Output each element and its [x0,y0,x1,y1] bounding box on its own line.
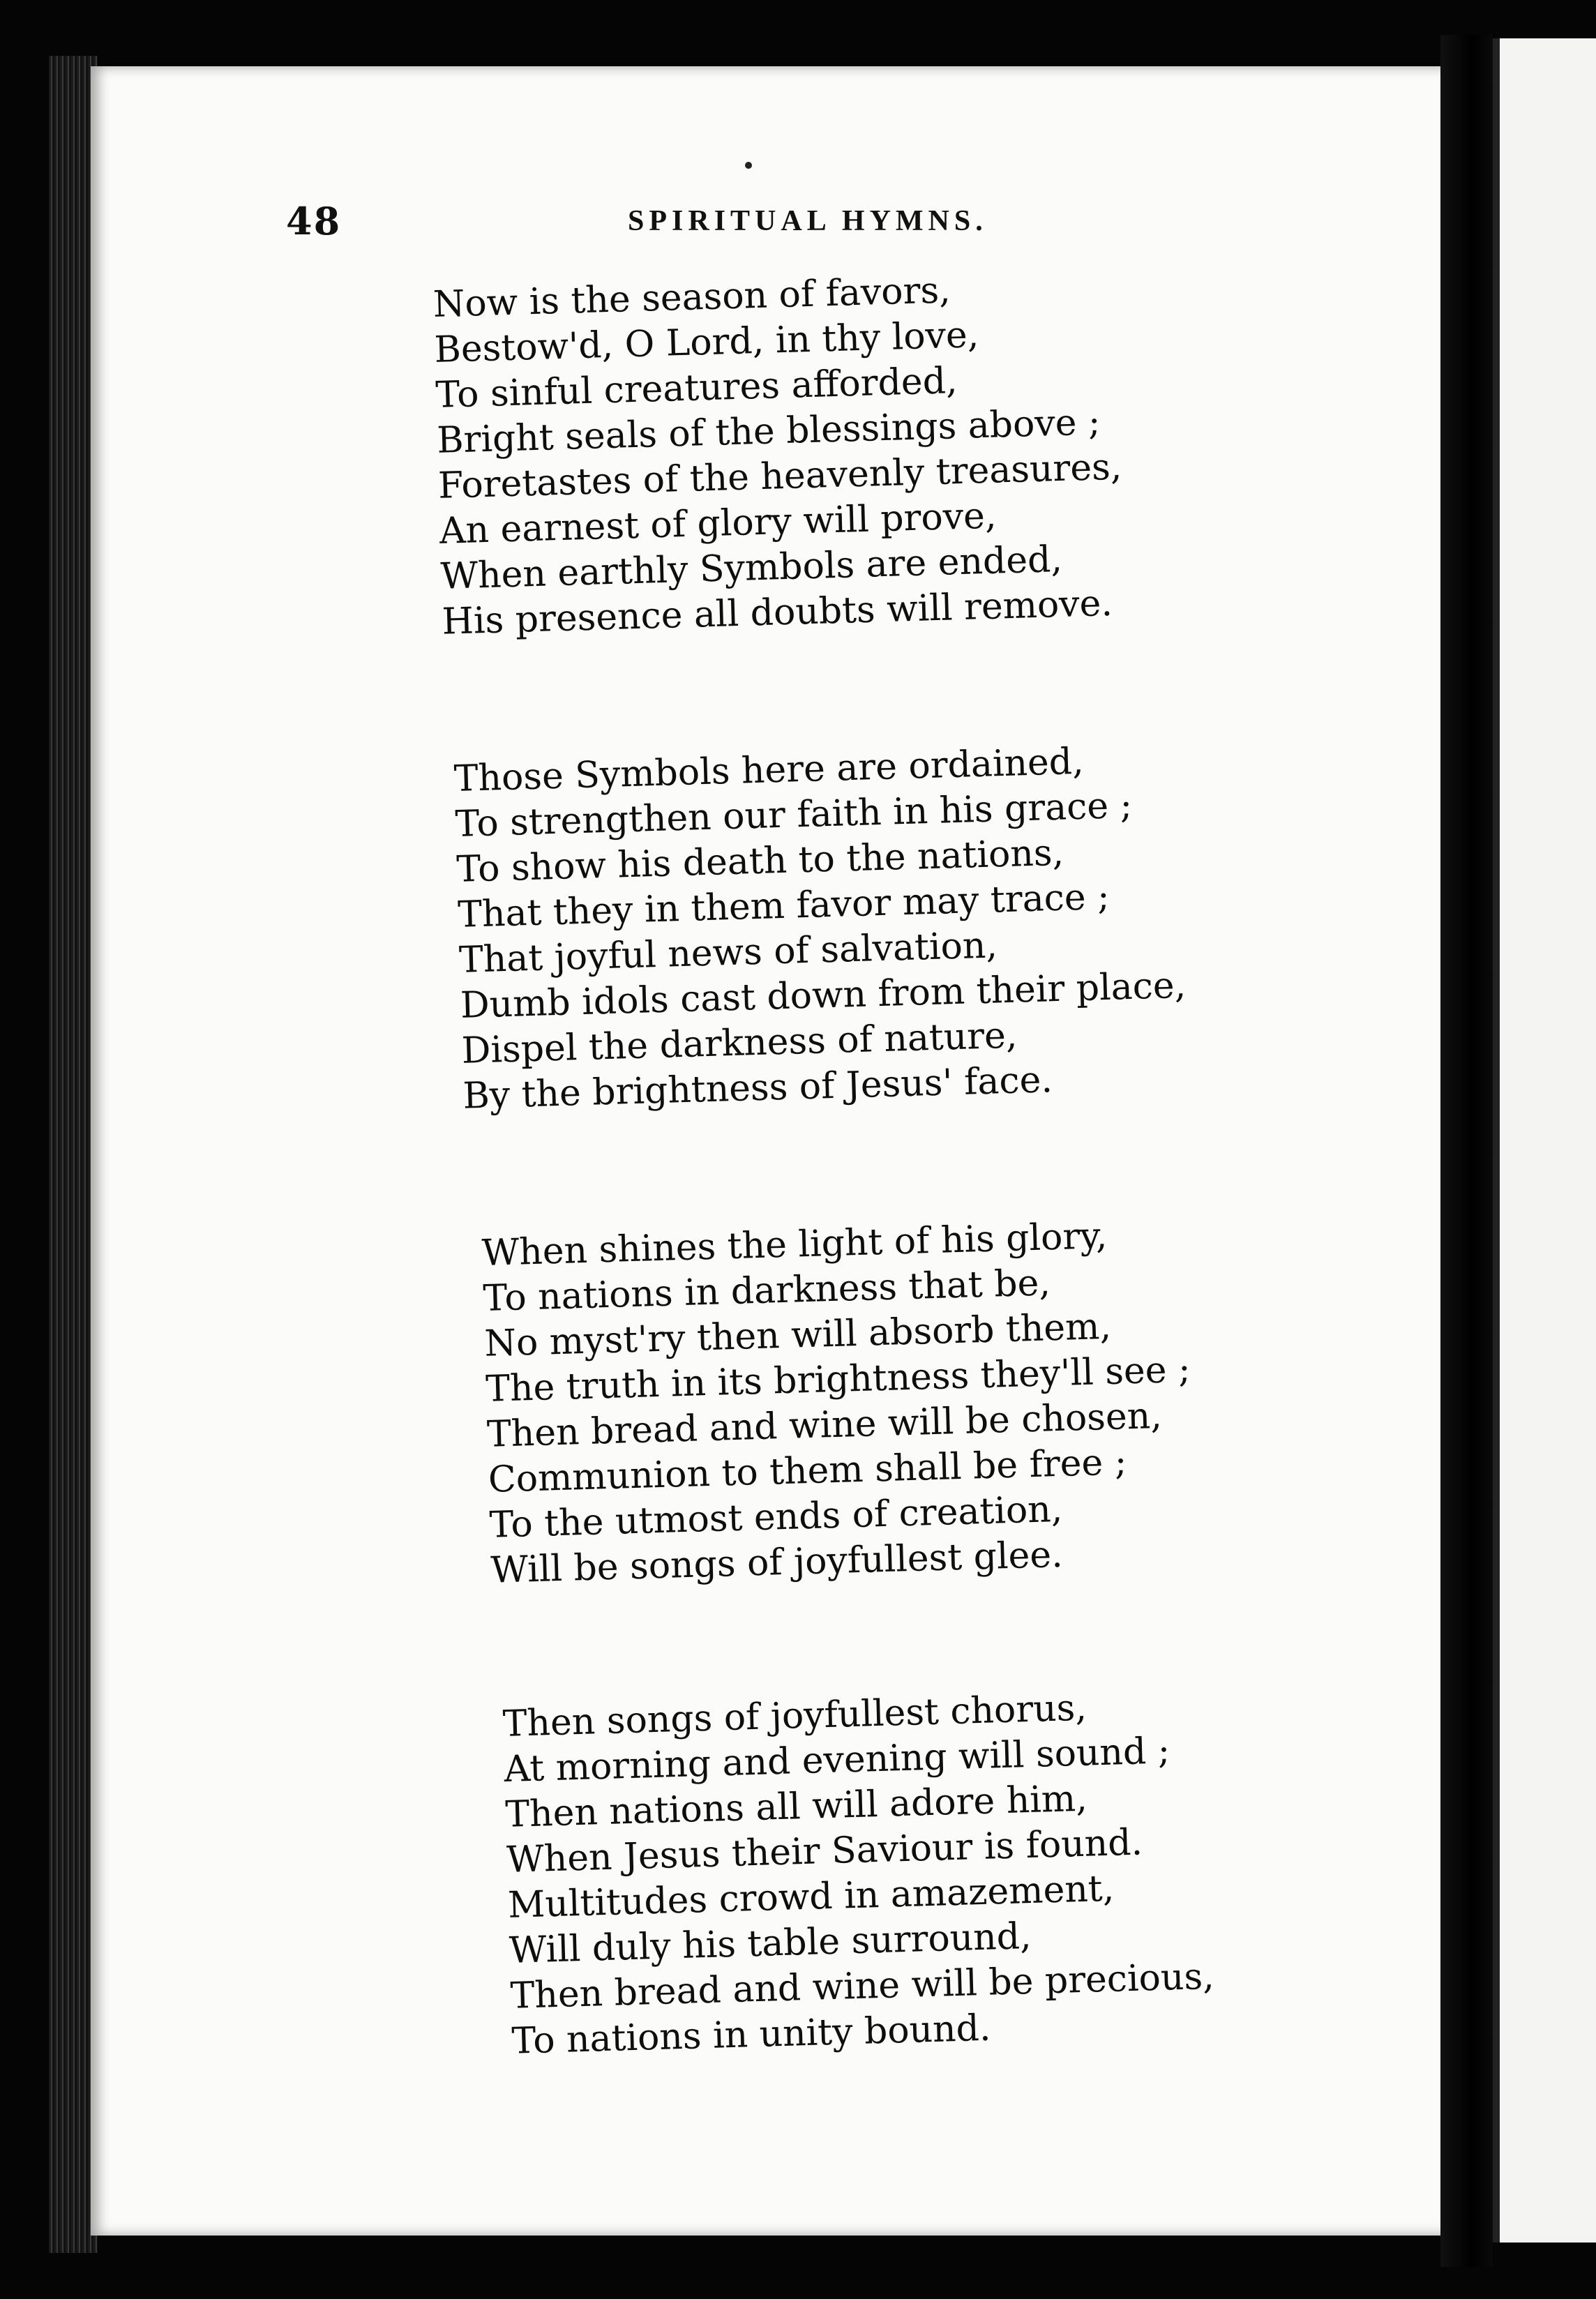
verse-line: When earthly Symbols are ended, [439,538,1063,598]
stanza [502,1682,1216,2065]
verse-line: The truth in its brightness they'll see ; [485,1348,1191,1410]
verse-line: Multitudes crowd in amazement, [507,1867,1115,1927]
verse-line: By the brightness of Jesus' face. [462,1059,1053,1117]
verse-line: His presence all doubts will remove. [441,582,1113,643]
verse-line: Then nations all will adore him, [504,1777,1088,1836]
verse-line: To sinful creatures afforded, [435,360,958,416]
page-number: 48 [286,199,342,243]
verse-line: Then songs of joyfullest chorus, [502,1687,1087,1745]
facing-page [1493,38,1596,2243]
page-header [286,199,1402,248]
verse-line: Bestow'd, O Lord, in thy love, [433,314,980,371]
verse-line: At morning and evening will sound ; [503,1730,1171,1791]
verse-line: Bright seals of the blessings above ; [436,401,1101,462]
verse-line: No myst'ry then will absorb them, [483,1305,1112,1365]
gutter-shadow [1440,35,1493,2267]
verse-line: Communion to them shall be free ; [488,1441,1128,1501]
verse-line: To the utmost ends of creation, [488,1488,1064,1546]
verse-line: Foretastes of the heavenly treasures, [437,446,1123,507]
verse-line: Those Symbols here are ordained, [453,740,1085,800]
verse-line: When shines the light of his glory, [481,1214,1108,1274]
stanza [453,737,1189,1120]
verse-line: Then bread and wine will be precious, [509,1955,1215,2017]
verse-line: When Jesus their Saviour is found. [506,1821,1143,1881]
stanza [432,264,1127,645]
verse-line: An earnest of glory will prove, [439,495,998,552]
verse-line: That joyful news of salvation, [458,924,998,981]
verse-line: To nations in darkness that be, [482,1262,1051,1320]
running-title: SPIRITUAL HYMNS. [628,205,988,237]
verse-line: To strengthen our faith in his grace ; [454,784,1133,845]
verse-line: Dispel the darkness of nature, [460,1014,1018,1072]
verse-line: To nations in unity bound. [511,2007,992,2063]
facing-page-edge [1493,38,1500,2243]
verse-line: Dumb idols cast down from their place, [460,964,1187,1027]
verse-line: Will duly his table surround, [509,1915,1032,1972]
verse-line: That they in them favor may trace ; [457,875,1111,936]
verse-line: Now is the season of favors, [432,269,951,326]
verse-line: Then bread and wine will be chosen, [486,1394,1163,1456]
stanza [481,1212,1196,1594]
printer-mark [745,162,752,169]
verse-line: Will be songs of joyfullest glee. [490,1533,1064,1592]
verse-line: To show his death to the nations, [456,831,1064,891]
